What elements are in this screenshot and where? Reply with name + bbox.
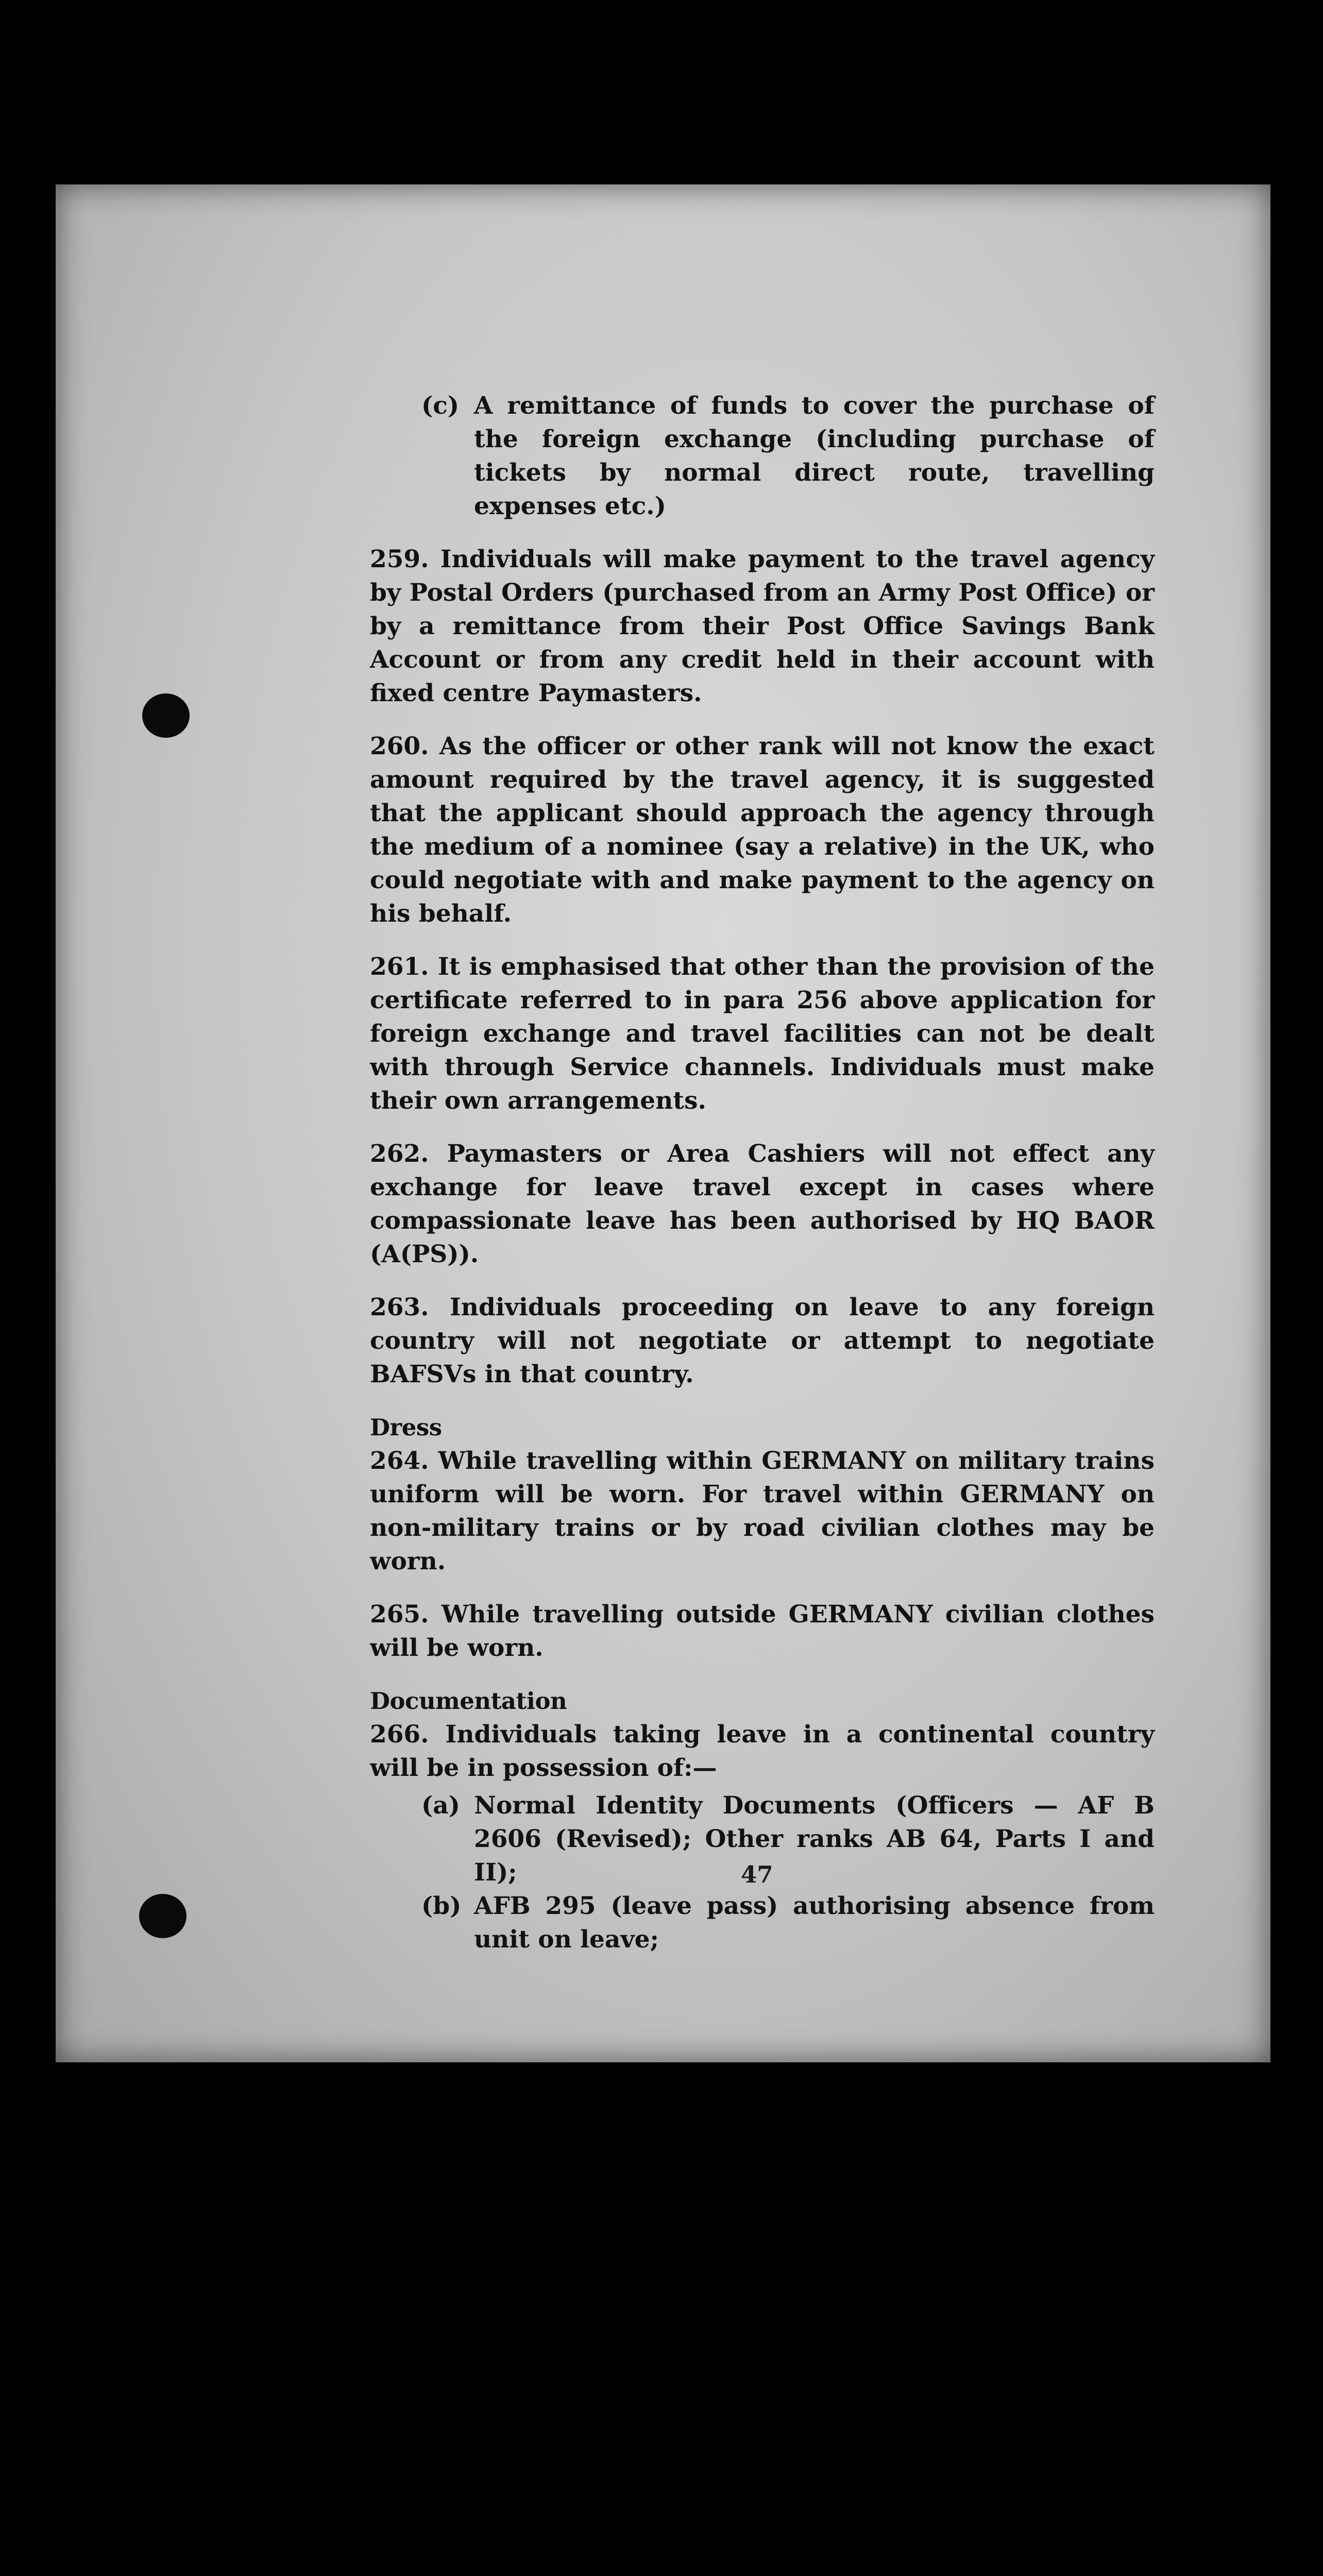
paragraph-261: 261. It is emphasised that other than the provision of the certificate referred to in para 256 above application for foreign exchange and travel facilities can not be dealt with through Service channels. Individuals must make their own arrangements. <box>370 953 1155 1115</box>
section-heading-documentation: Documentation <box>370 1687 567 1715</box>
list-item-text: AFB 295 (leave pass) authorising absence from unit on leave; <box>474 1892 1155 1954</box>
paragraph-266: 266. Individuals taking leave in a continental country will be in possession of:— <box>370 1720 1155 1782</box>
punch-hole-bottom <box>139 1894 186 1938</box>
paragraph-259: 259. Individuals will make payment to the travel agency by Postal Orders (purchased from an Army Post Office) or by a remittance from their Post Office Savings Bank Account or from any credit held in their account with fixed centre Paymasters. <box>370 545 1155 707</box>
list-item-text: Normal Identity Documents (Officers — AF B 2606 (Revised); Other ranks AB 64, Parts I and II); <box>474 1791 1155 1887</box>
list-item-a <box>421 1789 1155 1889</box>
document-body <box>370 389 1155 1956</box>
list-item-text: A remittance of funds to cover the purchase of the foreign exchange (including purchase of tickets by normal direct route, travelling expenses etc.) <box>474 392 1155 520</box>
list-item-c <box>421 389 1155 523</box>
page-number: 47 <box>741 1861 773 1888</box>
paragraph-265: 265. While travelling outside GERMANY civilian clothes will be worn. <box>370 1600 1155 1662</box>
section-heading-dress: Dress <box>370 1414 442 1441</box>
list-marker: (a) <box>421 1791 460 1820</box>
list-marker: (b) <box>421 1892 462 1920</box>
paragraph-264: 264. While travelling within GERMANY on military trains uniform will be worn. For travel within GERMANY on non-military trains or by road civilian clothes may be worn. <box>370 1447 1155 1575</box>
paragraph-260: 260. As the officer or other rank will not know the exact amount required by the travel agency, it is suggested that the applicant should approach the agency through the medium of a nominee (say a relative) in the UK, who could negotiate with and make payment to the agency on his behalf. <box>370 732 1155 928</box>
punch-hole-top <box>142 693 190 738</box>
list-marker: (c) <box>421 392 460 420</box>
paragraph-263: 263. Individuals proceeding on leave to any foreign country will not negotiate or attempt to negotiate BAFSVs in that country. <box>370 1293 1155 1388</box>
list-item-b <box>421 1889 1155 1956</box>
paragraph-262: 262. Paymasters or Area Cashiers will not effect any exchange for leave travel except in cases where compassionate leave has been authorised by HQ BAOR (A(PS)). <box>370 1140 1155 1268</box>
